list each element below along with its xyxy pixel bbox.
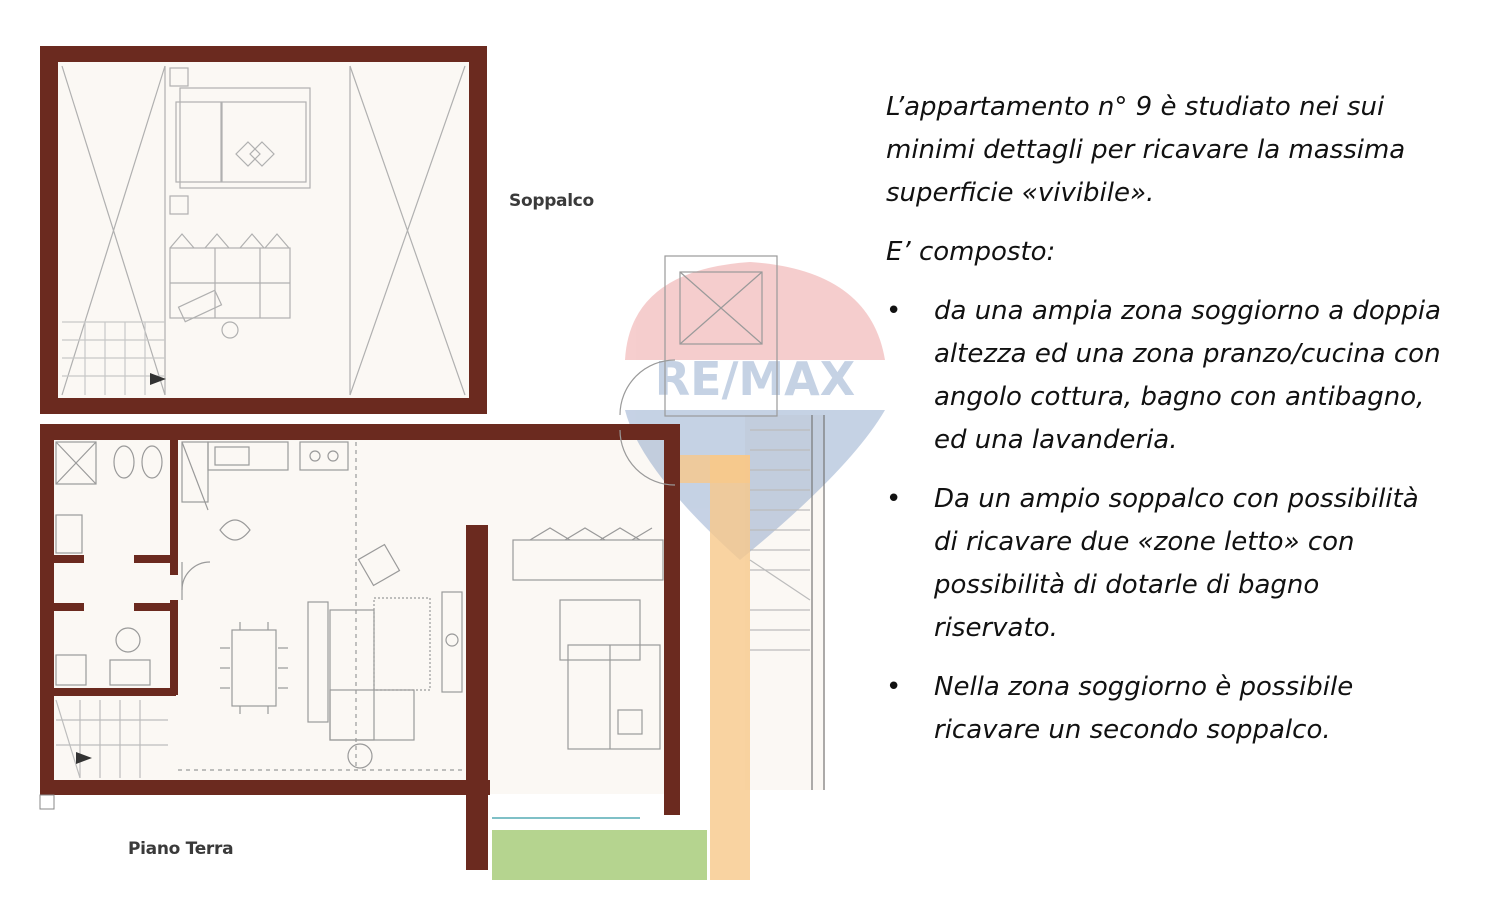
bullet-item xyxy=(886,290,1446,462)
bullet-item xyxy=(886,478,1446,650)
ground-floor-label: Piano Terra xyxy=(128,839,234,859)
garden xyxy=(492,830,707,880)
corner-marker xyxy=(40,795,54,809)
bullet-icon: • xyxy=(886,672,902,702)
description-intro: L’appartamento n° 9 è studiato nei sui minimi dettagli per ricavare la massima superficie «vivibile». xyxy=(886,92,1406,208)
bullet-text: Nella zona soggiorno è possibile ricavare un secondo soppalco. xyxy=(934,672,1354,745)
entrance-path-vertical xyxy=(710,455,750,880)
bullet-icon: • xyxy=(886,484,902,514)
upper-floor-label: Soppalco xyxy=(509,191,594,211)
description-heading: E’ composto: xyxy=(886,237,1056,267)
bullet-icon: • xyxy=(886,296,902,326)
remax-watermark-text: RE/MAX xyxy=(654,352,856,406)
bullet-item xyxy=(886,666,1446,752)
bullet-text: Da un ampio soppalco con possibilità di ricavare due «zone letto» con possibilità di dotarle di bagno riservato. xyxy=(934,484,1419,643)
bullet-text: da una ampia zona soggiorno a doppia altezza ed una zona pranzo/cucina con angolo cottura, bagno con antibagno, ed una lavanderia. xyxy=(934,296,1441,455)
description-panel xyxy=(886,86,1446,768)
upper-floor-area xyxy=(40,46,487,414)
